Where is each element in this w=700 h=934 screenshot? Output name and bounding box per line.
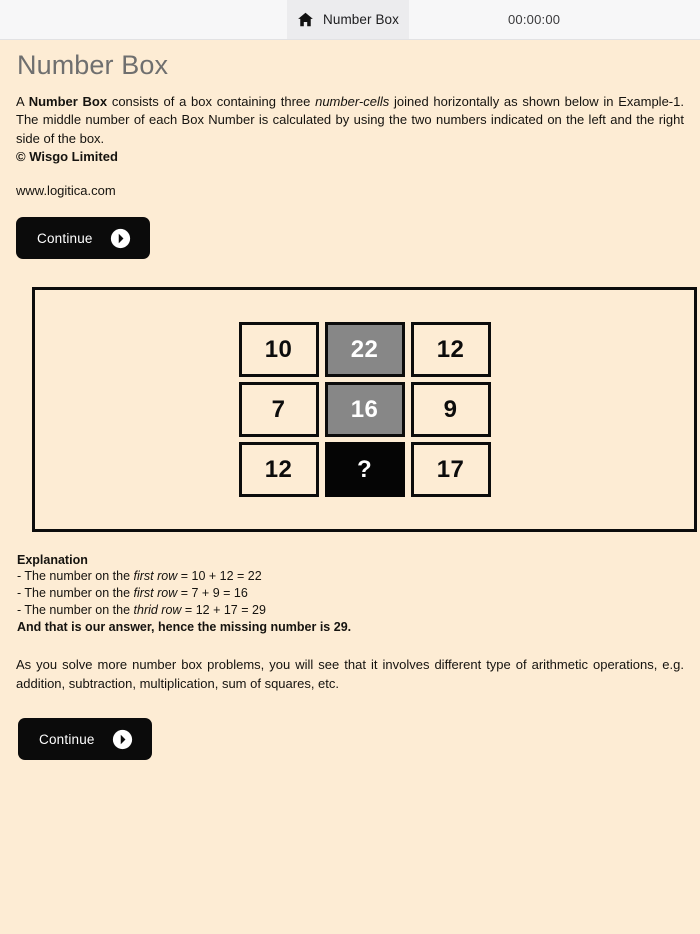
continue-button-top[interactable] [16, 217, 150, 259]
intro-paragraph [16, 93, 684, 148]
explanation-line [17, 585, 684, 602]
explanation-answer: And that is our answer, hence the missing number is 29. [17, 619, 352, 634]
page-content [0, 40, 700, 760]
cell-right: 9 [411, 382, 491, 437]
cell-left: 7 [239, 382, 319, 437]
explanation-line [17, 568, 684, 585]
timer-container [409, 0, 700, 39]
arrow-right-circle-icon [112, 729, 133, 750]
continue-button-bottom-label: Continue [39, 731, 95, 747]
cell-left: 12 [239, 442, 319, 497]
explanation-line-suffix: = 10 + 12 = 22 [177, 569, 262, 584]
explanation-line-suffix: = 12 + 17 = 29 [181, 602, 266, 617]
cell-middle: 22 [325, 322, 405, 377]
closing-paragraph: As you solve more number box problems, you will see that it involves different type of arithmetic operations, e.g. addition, subtraction, multiplication, sum of squares, etc. [16, 657, 684, 691]
continue-button-top-label: Continue [37, 230, 93, 246]
website-line: www.logitica.com [16, 183, 116, 199]
copyright-line: © Wisgo Limited [16, 149, 118, 165]
cell-right: 12 [411, 322, 491, 377]
cell-missing-answer: ? [325, 442, 405, 497]
home-icon [297, 11, 314, 28]
topbar-left-spacer [0, 0, 287, 39]
intro-bold-number-box: Number Box [28, 94, 108, 109]
explanation-line-prefix: - The number on the [17, 586, 134, 601]
cell-right: 17 [411, 442, 491, 497]
cell-left: 10 [239, 322, 319, 377]
intro-part2: consists of a box containing three [107, 94, 316, 109]
explanation-line-emphasis: first row [133, 569, 178, 584]
explanation-line-prefix: - The number on the [17, 602, 134, 617]
explanation-line-emphasis: thrid row [133, 602, 182, 617]
table-row [239, 382, 491, 437]
tab-label: Number Box [322, 12, 400, 27]
arrow-right-circle-icon [110, 228, 131, 249]
tab-number-box[interactable] [287, 0, 409, 39]
explanation-section [16, 553, 684, 636]
table-row [239, 322, 491, 377]
number-box-grid [239, 322, 491, 497]
table-row [239, 442, 491, 497]
continue-button-bottom[interactable] [18, 718, 152, 760]
explanation-line [17, 602, 684, 619]
page-title: Number Box [17, 50, 169, 80]
explanation-line-prefix: - The number on the [17, 569, 134, 584]
puzzle-frame [32, 287, 697, 532]
explanation-heading: Explanation [17, 553, 88, 568]
top-bar [0, 0, 700, 40]
intro-part3: joined horizontally as shown below in Example-1. The middle number of each Box Number is calculated by using the two numbers indicated on the left and the right side of the box. [16, 94, 684, 146]
intro-italic-number-cells: number-cells [315, 94, 390, 109]
explanation-line-suffix: = 7 + 9 = 16 [177, 586, 248, 601]
timer-display: 00:00:00 [508, 12, 561, 27]
explanation-line-emphasis: first row [133, 586, 178, 601]
intro-part1: A [16, 94, 29, 109]
cell-middle: 16 [325, 382, 405, 437]
